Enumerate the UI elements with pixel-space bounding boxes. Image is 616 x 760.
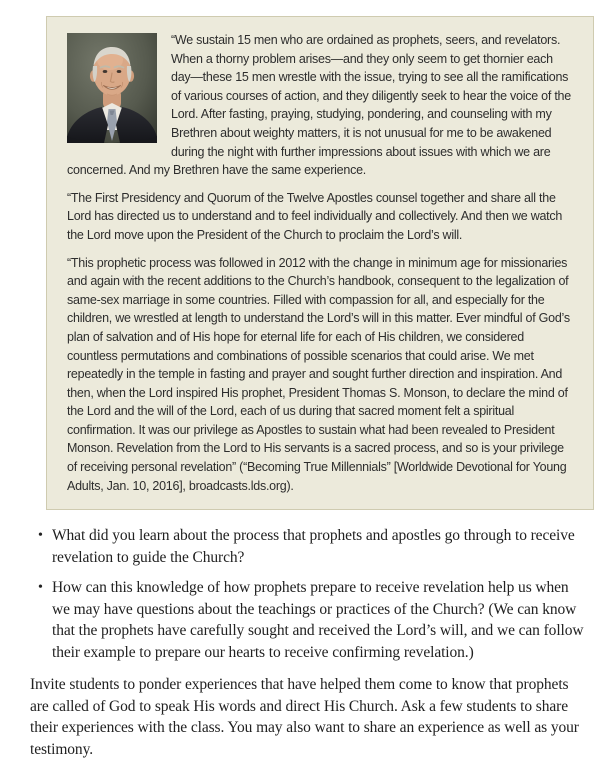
prophet-quote-box xyxy=(46,16,594,510)
quote-paragraph-3: “This prophetic process was followed in 2012 with the change in minimum age for missionaries and again with the recent additions to the Church’s handbook, consequent to the legalization of same-sex marriage in some countries. Filled with compassion for all, and especially for the children, we wrestled at length to understand the Lord’s will in this matter. Ever mindful of God’s plan of salvation and of His hope for eternal life for each of His children, we considered countless permutations and combinations of possible scenarios that could arise. We met repeatedly in the temple in fasting and prayer and sought further direction and inspiration. And then, when the Lord inspired His prophet, President Thomas S. Monson, to declare the mind of the Lord and the will of the Lord, each of us during that sacred moment felt a spiritual confirmation. It was our privilege as Apostles to sustain what had been revealed to President Monson. Revelation from the Lord to His servants is a sacred process, and so is your privilege of receiving personal revelation” (“Becoming True Millennials” [Worldwide Devotional for Young Adults, Jan. 10, 2016], broadcasts.lds.org). xyxy=(67,255,570,493)
quote-paragraph-1: “We sustain 15 men who are ordained as prophets, seers, and revelators. When a thorny problem arises—and they only seem to get thornier each day—these 15 men wrestle with the issue, trying to see all the ramifications of various courses of action, and they diligently seek to hear the voice of the Lord. After fasting, praying, studying, pondering, and counseling with my Brethren about weighty matters, it is not unusual for me to be awakened during the night with further impressions about issues with which we are concerned. And my Brethren have the same experience. xyxy=(67,33,571,178)
question-text-1: What did you learn about the process that prophets and apostles go through to receive revelation to guide the Church? xyxy=(52,527,575,566)
bullet-icon: • xyxy=(38,528,43,544)
question-text-2: How can this knowledge of how prophets prepare to receive revelation help us when we may have questions about the teachings or practices of the Church? (We can know that the prophets have carefully sought and received the Lord’s will, and we can follow their example to prepare our hearts to receive confirming revelation.) xyxy=(52,579,584,661)
quote-paragraph-2: “The First Presidency and Quorum of the Twelve Apostles counsel together and share all the Lord has directed us to understand and to feel individually and collectively. And then we watch the Lord move upon the President of the Church to proclaim the Lord’s will. xyxy=(67,190,563,242)
church-leader-portrait-photo xyxy=(67,33,157,143)
question-item-2 xyxy=(30,577,586,663)
bullet-icon: • xyxy=(38,580,43,596)
question-item-1 xyxy=(30,525,586,568)
teacher-instruction-paragraph: Invite students to ponder experiences that have helped them come to know that prophets are called of God to speak His words and direct His Church. Ask a few students to share their experiences with the class. You may also want to share an experience as well as your testimony. xyxy=(30,676,579,758)
portrait-illustration xyxy=(67,33,157,143)
discussion-questions-list xyxy=(30,525,586,663)
